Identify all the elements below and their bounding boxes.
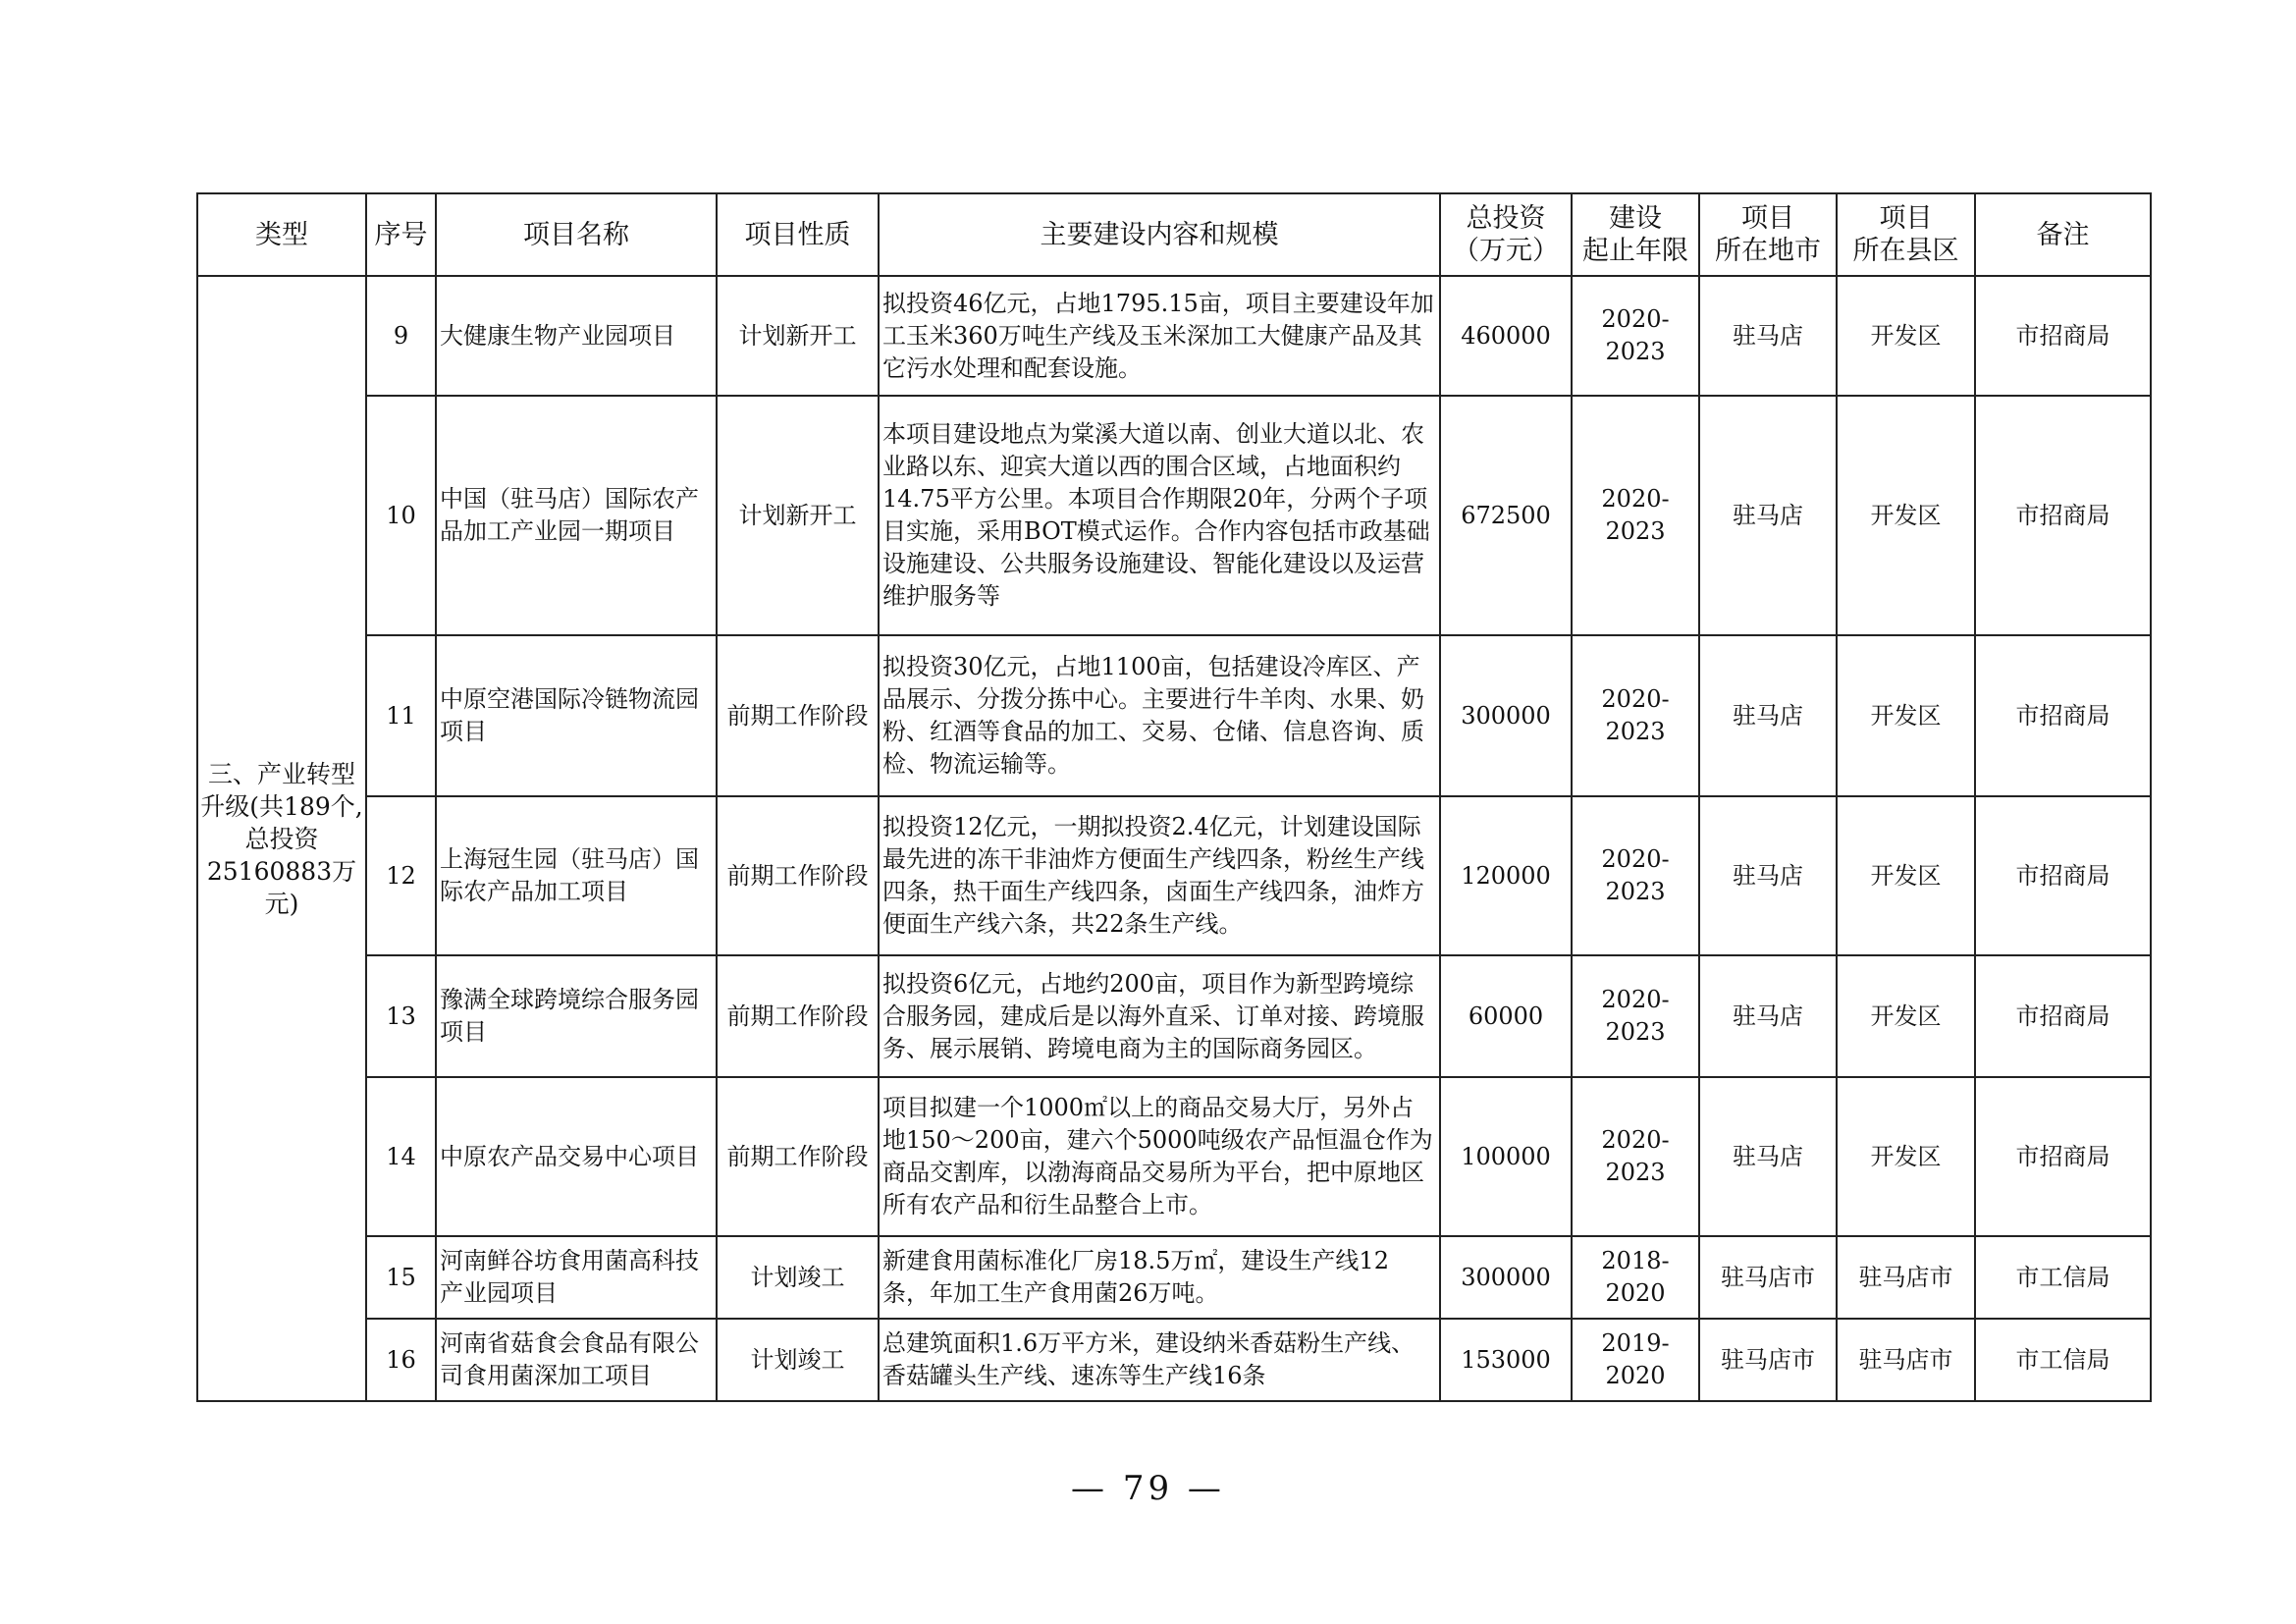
header-period [1572,193,1699,276]
remark-cell: 市工信局 [1975,1319,2151,1401]
header-invest-line2: （万元） [1453,236,1559,266]
county-cell: 开发区 [1837,276,1975,396]
seq-cell: 14 [366,1077,436,1236]
nature-cell: 前期工作阶段 [717,635,879,796]
remark-cell: 市招商局 [1975,955,2151,1077]
city-cell: 驻马店 [1699,276,1837,396]
table-row [197,396,2151,635]
city-cell: 驻马店市 [1699,1319,1837,1401]
content-cell: 拟投资12亿元，一期拟投资2.4亿元，计划建设国际最先进的冻干非油炸方便面生产线四条，粉丝生产线四条，热干面生产线四条，卤面生产线四条，油炸方便面生产线六条，共22条生产线。 [879,796,1440,955]
seq-cell: 15 [366,1236,436,1319]
content-cell: 总建筑面积1.6万平方米，建设纳米香菇粉生产线、香菇罐头生产线、速冻等生产线16条 [879,1319,1440,1401]
header-county-line1: 项目 [1879,203,1933,234]
county-cell: 驻马店市 [1837,1236,1975,1319]
seq-cell: 10 [366,396,436,635]
invest-cell: 300000 [1440,635,1572,796]
name-cell: 河南鲜谷坊食用菌高科技产业园项目 [436,1236,717,1319]
table-row [197,276,2151,396]
remark-cell: 市招商局 [1975,1077,2151,1236]
content-cell: 项目拟建一个1000㎡以上的商品交易大厅，另外占地150～200亩，建六个5000吨级农产品恒温仓作为商品交割库，以渤海商品交易所为平台，把中原地区所有农产品和衍生品整合上市。 [879,1077,1440,1236]
invest-cell: 153000 [1440,1319,1572,1401]
invest-cell: 300000 [1440,1236,1572,1319]
header-invest-line1: 总投资 [1466,203,1546,234]
remark-cell: 市招商局 [1975,396,2151,635]
name-cell: 中国（驻马店）国际农产品加工产业园一期项目 [436,396,717,635]
nature-cell: 计划竣工 [717,1236,879,1319]
nature-cell: 前期工作阶段 [717,796,879,955]
header-period-line1: 建设 [1609,203,1662,234]
invest-cell: 120000 [1440,796,1572,955]
city-cell: 驻马店市 [1699,1236,1837,1319]
header-row [197,193,2151,276]
city-cell: 驻马店 [1699,635,1837,796]
name-cell: 豫满全球跨境综合服务园项目 [436,955,717,1077]
content-cell: 拟投资46亿元，占地1795.15亩，项目主要建设年加工玉米360万吨生产线及玉米深加工大健康产品及其它污水处理和配套设施。 [879,276,1440,396]
seq-cell: 11 [366,635,436,796]
name-cell: 河南省菇食会食品有限公司食用菌深加工项目 [436,1319,717,1401]
header-remark: 备注 [1975,193,2151,276]
content-cell: 拟投资6亿元，占地约200亩，项目作为新型跨境综合服务园，建成后是以海外直采、订单对接、跨境服务、展示展销、跨境电商为主的国际商务园区。 [879,955,1440,1077]
county-cell: 开发区 [1837,796,1975,955]
table-row [197,635,2151,796]
table-row [197,1077,2151,1236]
header-seq: 序号 [366,193,436,276]
name-cell: 上海冠生园（驻马店）国际农产品加工项目 [436,796,717,955]
seq-cell: 9 [366,276,436,396]
table-row [197,1236,2151,1319]
city-cell: 驻马店 [1699,396,1837,635]
period-cell: 2020-2023 [1572,396,1699,635]
content-cell: 本项目建设地点为棠溪大道以南、创业大道以北、农业路以东、迎宾大道以西的围合区域，占地面积约14.75平方公里。本项目合作期限20年，分两个子项目实施，采用BOT模式运作。合作内容包括市政基础设施建设、公共服务设施建设、智能化建设以及运营维护服务等 [879,396,1440,635]
seq-cell: 16 [366,1319,436,1401]
header-type: 类型 [197,193,366,276]
seq-cell: 13 [366,955,436,1077]
page-number: — 79 — [1071,1469,1225,1508]
header-invest [1440,193,1572,276]
county-cell: 驻马店市 [1837,1319,1975,1401]
invest-cell: 100000 [1440,1077,1572,1236]
nature-cell: 前期工作阶段 [717,1077,879,1236]
content-cell: 新建食用菌标准化厂房18.5万㎡，建设生产线12条，年加工生产食用菌26万吨。 [879,1236,1440,1319]
nature-cell: 计划竣工 [717,1319,879,1401]
invest-cell: 60000 [1440,955,1572,1077]
header-nature: 项目性质 [717,193,879,276]
project-table [196,192,2152,1402]
table-row [197,796,2151,955]
nature-cell: 前期工作阶段 [717,955,879,1077]
nature-cell: 计划新开工 [717,276,879,396]
period-cell: 2020-2023 [1572,276,1699,396]
name-cell: 大健康生物产业园项目 [436,276,717,396]
county-cell: 开发区 [1837,1077,1975,1236]
header-city-line2: 所在地市 [1715,236,1821,266]
remark-cell: 市工信局 [1975,1236,2151,1319]
invest-cell: 672500 [1440,396,1572,635]
period-cell: 2020-2023 [1572,635,1699,796]
content-cell: 拟投资30亿元，占地1100亩，包括建设冷库区、产品展示、分拨分拣中心。主要进行牛羊肉、水果、奶粉、红酒等食品的加工、交易、仓储、信息咨询、质检、物流运输等。 [879,635,1440,796]
header-content: 主要建设内容和规模 [879,193,1440,276]
remark-cell: 市招商局 [1975,276,2151,396]
category-cell: 三、产业转型升级(共189个,总投资25160883万元) [197,276,366,1401]
nature-cell: 计划新开工 [717,396,879,635]
period-cell: 2020-2023 [1572,796,1699,955]
period-cell: 2020-2023 [1572,1077,1699,1236]
remark-cell: 市招商局 [1975,796,2151,955]
name-cell: 中原农产品交易中心项目 [436,1077,717,1236]
header-city [1699,193,1837,276]
header-county [1837,193,1975,276]
county-cell: 开发区 [1837,955,1975,1077]
table-row [197,955,2151,1077]
period-cell: 2018-2020 [1572,1236,1699,1319]
county-cell: 开发区 [1837,635,1975,796]
header-name: 项目名称 [436,193,717,276]
city-cell: 驻马店 [1699,955,1837,1077]
header-period-line2: 起止年限 [1582,236,1688,266]
invest-cell: 460000 [1440,276,1572,396]
header-county-line2: 所在县区 [1852,236,1959,266]
city-cell: 驻马店 [1699,796,1837,955]
header-city-line1: 项目 [1741,203,1794,234]
period-cell: 2020-2023 [1572,955,1699,1077]
county-cell: 开发区 [1837,396,1975,635]
remark-cell: 市招商局 [1975,635,2151,796]
city-cell: 驻马店 [1699,1077,1837,1236]
seq-cell: 12 [366,796,436,955]
period-cell: 2019-2020 [1572,1319,1699,1401]
table-row [197,1319,2151,1401]
name-cell: 中原空港国际冷链物流园项目 [436,635,717,796]
